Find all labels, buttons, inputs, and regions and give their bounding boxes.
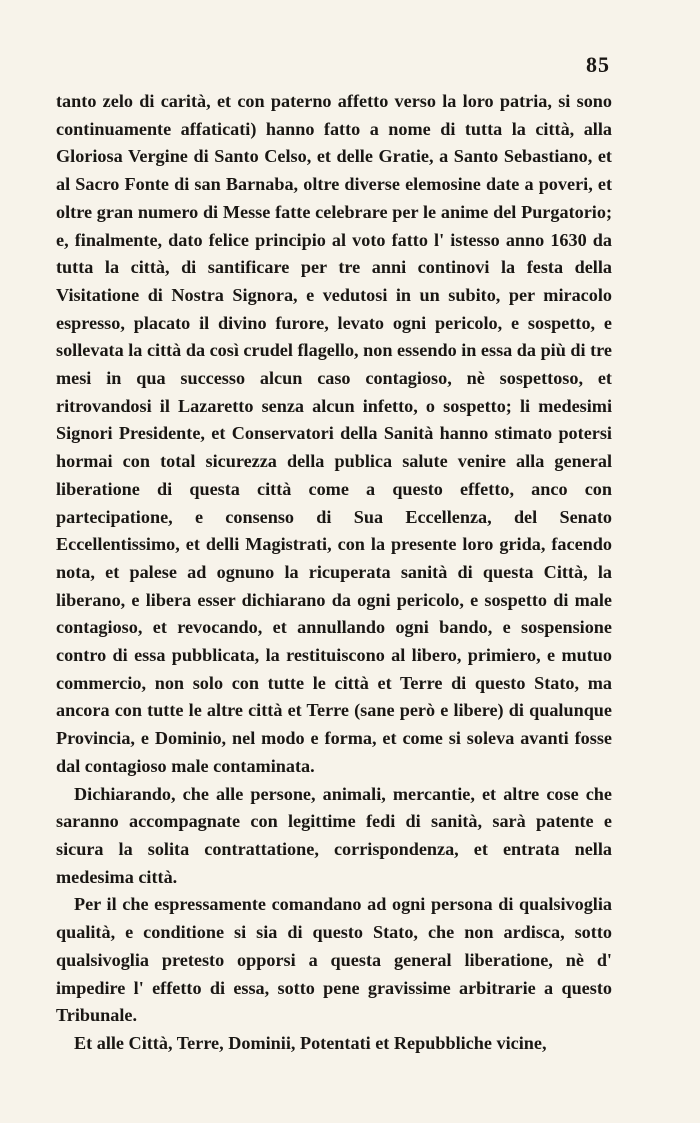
page-number: 85 (586, 52, 610, 77)
paragraph-4: Et alle Città, Terre, Dominii, Potentati et Repubbliche vicine, (74, 1032, 547, 1053)
paragraph-3: Per il che espressamente comandano ad ogni persona di qualsivoglia qualità, e conditione si sia di questo Stato, che non ardisca, sotto qualsivoglia pretesto opporsi a questa general liberatione, nè d' impedire l' effetto di essa, sotto pene gravissime arbitrarie a questo Tribunale. (56, 894, 612, 1026)
paragraph-1: tanto zelo di carità, et con paterno affetto verso la loro patria, si sono continuamente affaticati) hanno fatto a nome di tutta la città, alla Gloriosa Vergine di Santo Celso, et delle Gratie, a Santo Sebastiano, et al Sacro Fonte di san Barnaba, oltre diverse elemosine date a poveri, et oltre gran numero di Messe fatte celebrare per le anime del Purgatorio; e, finalmente, dato felice principio al voto fatto l' istesso anno 1630 da tutta la città, di santificare per tre anni continovi la festa della Visitatione di Nostra Signora, e vedutosi in un subito, per miracolo espresso, placato il divino furore, levato ogni pericolo, e sospetto, e sollevata la città da così crudel flagello, non essendo in essa da più di tre mesi in qua successo alcun caso contagioso, nè sospettoso, et ritrovandosi il Lazaretto senza alcun infetto, o sospetto; li medesimi Signori Presidente, et Conservatori della Sanità hanno stimato potersi hormai con total sicurezza della publica salute venire alla general liberatione di questa città come a questo effetto, anco con partecipatione, e consenso di Sua Eccellenza, del Senato Eccellentissimo, et delli Magistrati, con la presente loro grida, facendo nota, et palese ad ognuno la ricuperata sanità di questa Città, la liberano, e libera esser dichiarano da ogni pericolo, e sospetto di male contagioso, et revocando, et annullando ogni bando, e sospensione contro di essa pubblicata, la restituiscono al libero, primiero, e mutuo commercio, non solo con tutte le città et Terre di questo Stato, ma ancora con tutte le altre città et Terre (sane però e libere) di qualunque Provincia, e Dominio, nel modo e forma, et come si soleva avanti fosse dal contagioso male contaminata. (56, 91, 612, 776)
paragraph-2: Dichiarando, che alle persone, animali, mercantie, et altre cose che saranno accompagnate con legittime fedi di sanità, sarà patente e sicura la solita contrattatione, corrispondenza, et entrata nella medesima città. (56, 783, 612, 887)
page-text (56, 88, 612, 1058)
